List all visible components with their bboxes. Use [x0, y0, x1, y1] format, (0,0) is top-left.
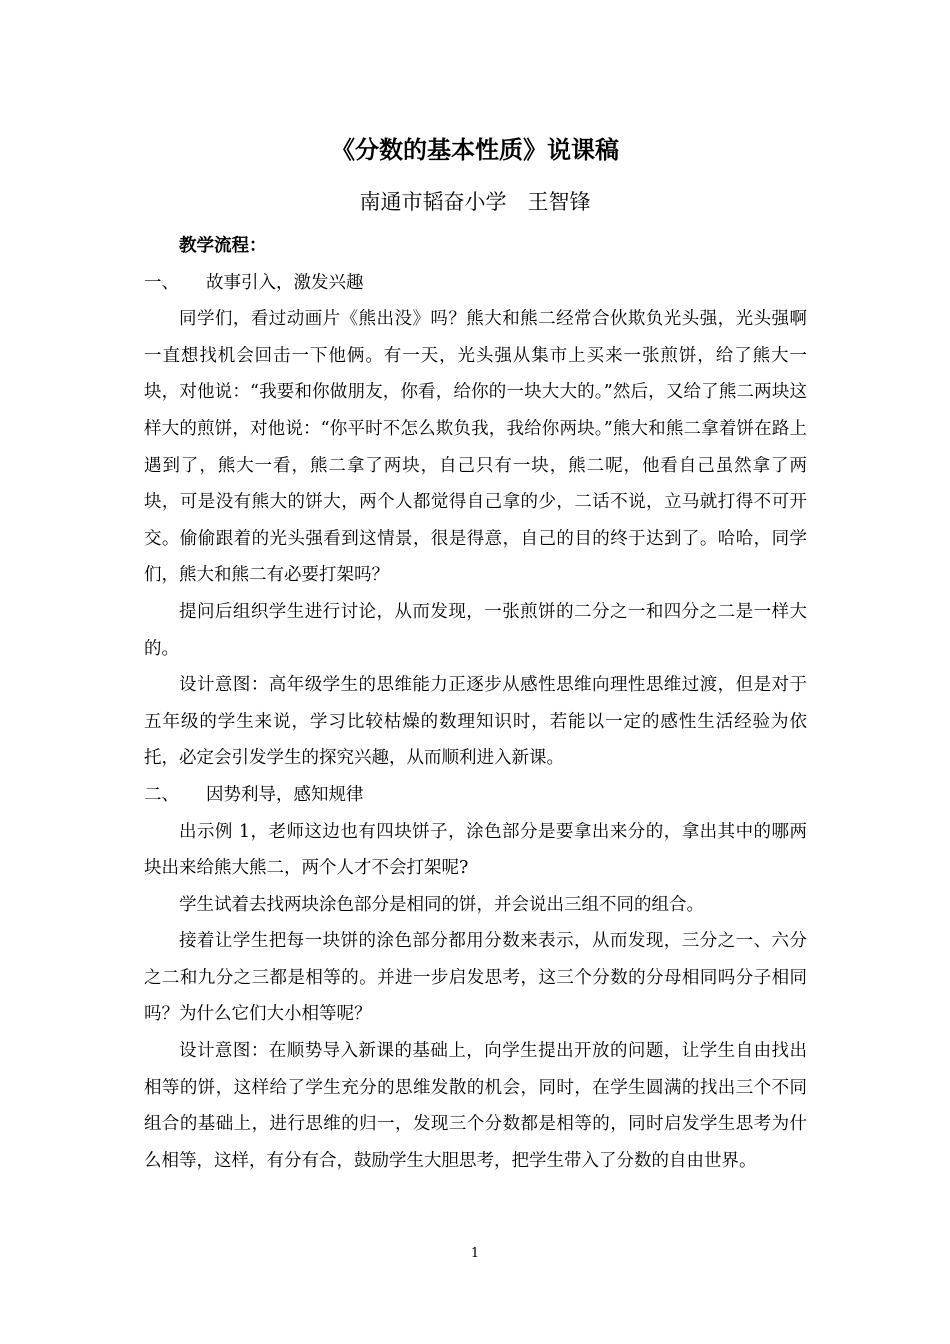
teaching-flow-label: 教学流程：	[179, 236, 267, 256]
paragraph: 设计意图：在顺势导入新课的基础上，向学生提出开放的问题，让学生自由找出相等的饼，这样给了学生充分的思维发散的机会，同时，在学生圆满的找出三个不同组合的基础上，进行思维的归一，发现三个分数都是相等的，同时启发学生思考为什么相等，这样，有分有合，鼓励学生大胆思考，把学生带入了分数的自由世界。	[144, 1041, 807, 1171]
paragraph: 设计意图：高年级学生的思维能力正逐步从感性思维向理性思维过渡，但是对于五年级的学生来说，学习比较枯燥的数理知识时，若能以一定的感性生活经验为依托，必定会引发学生的探究兴趣，从而顺利进入新课。	[144, 675, 807, 769]
paragraph: 接着让学生把每一块饼的涂色部分都用分数来表示，从而发现，三分之一、六分之二和九分之三都是相等的。并进一步启发思考，这三个分数的分母相同吗分子相同吗？为什么它们大小相等呢？	[144, 931, 807, 1025]
section-title-2: 因势利导，感知规律	[206, 784, 364, 805]
paragraph: 提问后组织学生进行讨论，从而发现，一张煎饼的二分之一和四分之二是一样大的。	[144, 601, 807, 659]
document-title: 《分数的基本性质》说课稿	[331, 136, 619, 164]
section-title-1: 故事引入，激发兴趣	[206, 272, 364, 293]
paragraph: 同学们，看过动画片《熊出没》吗？熊大和熊二经常合伙欺负光头强，光头强啊一直想找机会回击一下他俩。有一天，光头强从集市上买来一张煎饼，给了熊大一块，对他说：“我要和你做朋友，你看，给你的一块大大的。”然后，又给了熊二两块这样大的煎饼，对他说：“你平时不怎么欺负我，我给你两块。”熊大和熊二拿着饼在路上遇到了，熊大一看，熊二拿了两块，自己只有一块，熊二呢，他看自己虽然拿了两块，可是没有熊大的饼大，两个人都觉得自己拿的少，二话不说，立马就打得不可开交。偷偷跟着的光头强看到这情景，很是得意，自己的目的终于达到了。哈哈，同学们，熊大和熊二有必要打架吗？	[144, 309, 807, 586]
paragraph: 出示例 1，老师这边也有四块饼子，涂色部分是要拿出来分的，拿出其中的哪两块出来给熊大熊二，两个人才不会打架呢?	[144, 821, 807, 879]
section-number-1: 一、	[144, 272, 179, 293]
document-body	[144, 228, 807, 1179]
section-number-2: 二、	[144, 784, 179, 805]
paragraph: 学生试着去找两块涂色部分是相同的饼，并会说出三组不同的组合。	[179, 894, 704, 915]
page-number: 1	[470, 1246, 480, 1261]
section-heading-2	[144, 777, 807, 814]
section-heading-1	[144, 265, 807, 302]
document-author: 南通市韬奋小学 王智锋	[359, 190, 591, 214]
